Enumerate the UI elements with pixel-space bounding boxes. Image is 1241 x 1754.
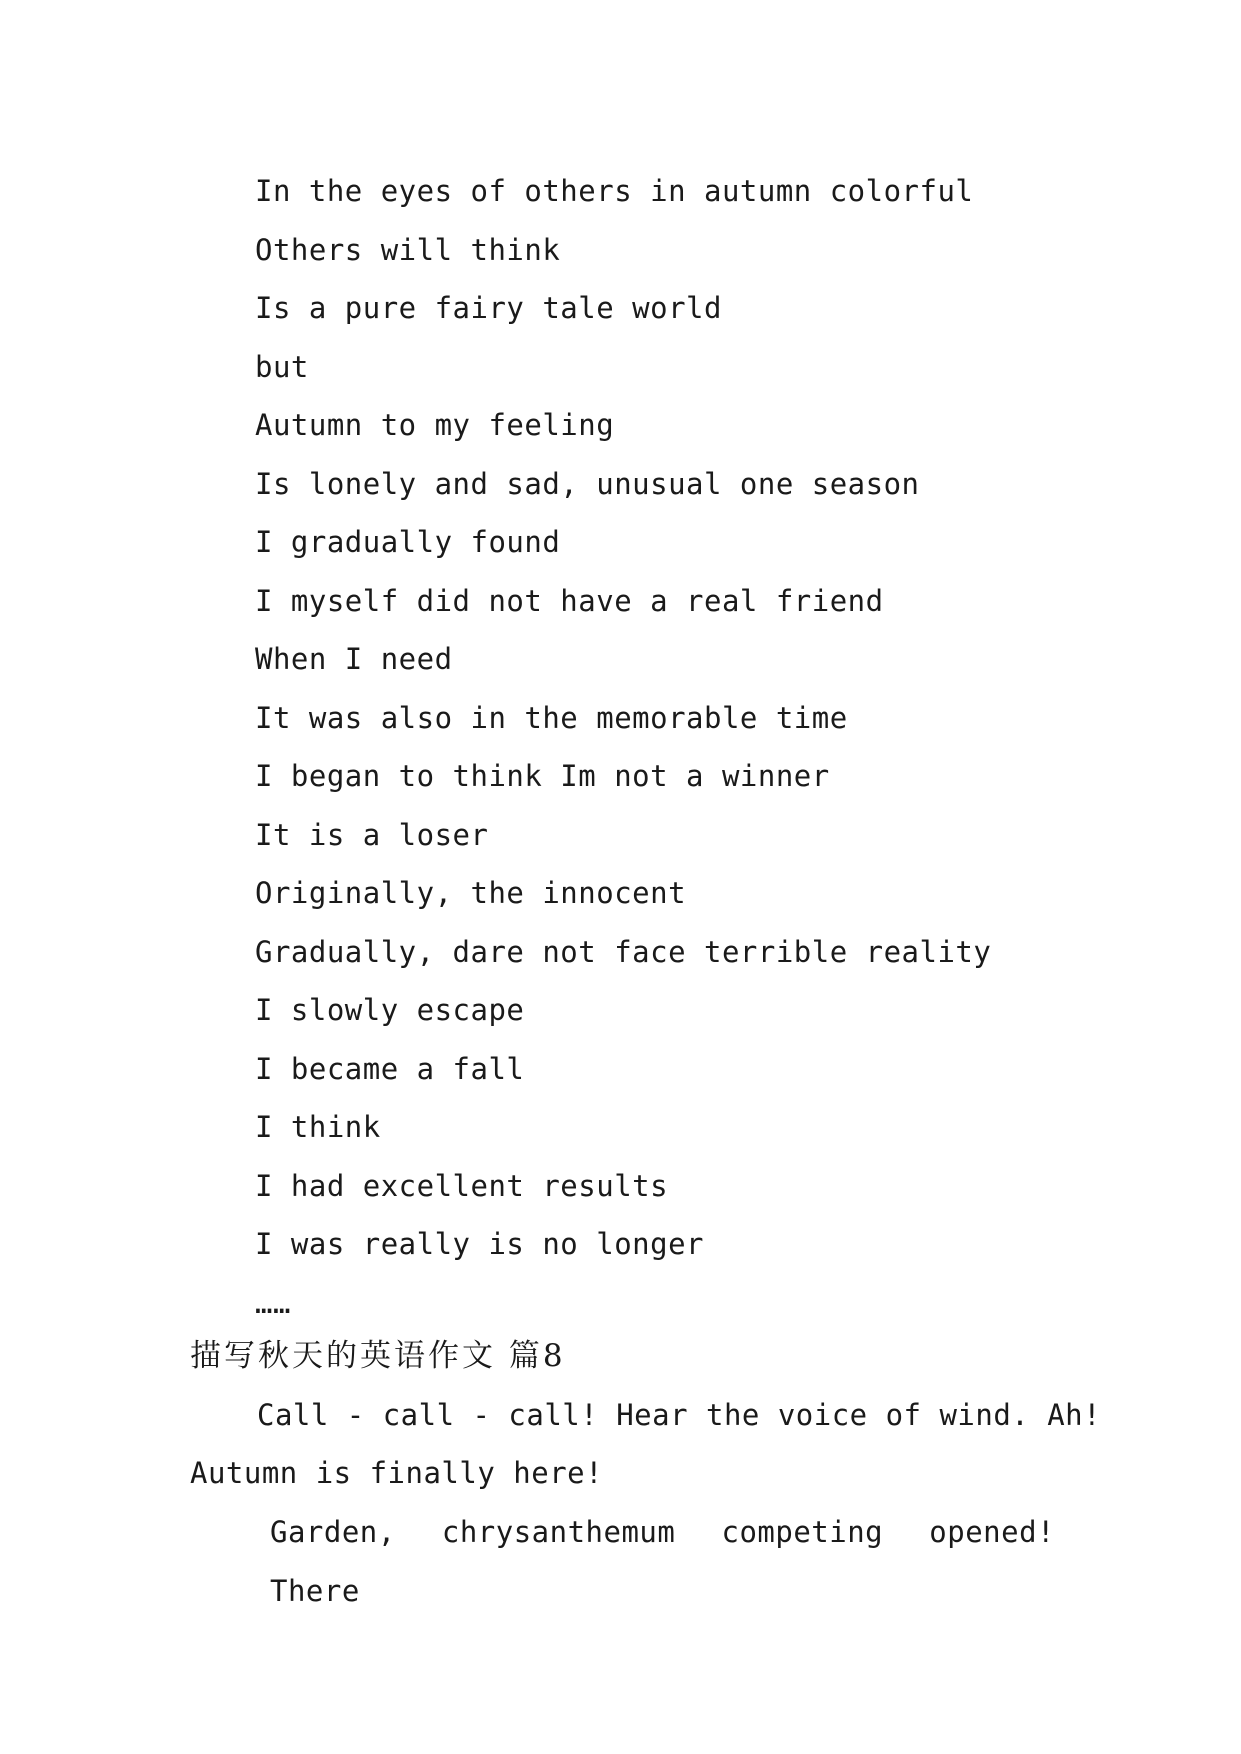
poem-line: but (255, 349, 309, 384)
poem-line: Is a pure fairy tale world (255, 291, 722, 325)
poem-ellipsis: …… (255, 1285, 291, 1320)
poem-line: I gradually found (255, 525, 561, 559)
poem-line: I slowly escape (255, 993, 525, 1027)
paragraph-2-line-1: Garden, chrysanthemum competing opened! There (270, 1515, 1055, 1608)
poem-line: Is lonely and sad, unusual one season (255, 466, 920, 501)
poem-line: It was also in the memorable time (255, 700, 848, 735)
paragraph-1-line-2: Autumn is finally here! (190, 1456, 604, 1490)
poem-line: Originally, the innocent (255, 876, 687, 910)
poem-line: I think (255, 1110, 381, 1144)
poem-line: When I need (255, 642, 453, 676)
poem-line: Gradually, dare not face terrible reality (255, 934, 992, 969)
poem-line: I became a fall (255, 1051, 525, 1086)
poem-line: I myself did not have a real friend (255, 583, 884, 618)
poem (255, 162, 1155, 1332)
poem-line: I had excellent results (255, 1168, 669, 1203)
paragraph-1-line-1: Call - call - call! Hear the voice of wind. Ah! (257, 1398, 1102, 1432)
poem-line: I was really is no longer (255, 1227, 704, 1261)
poem-line: Others will think (255, 232, 561, 267)
poem-line: In the eyes of others in autumn colorful (255, 174, 974, 208)
poem-line: I began to think Im not a winner (255, 759, 830, 793)
poem-line: It is a loser (255, 817, 489, 852)
section-heading: 描写秋天的英语作文 篇8 (190, 1338, 566, 1374)
poem-line: Autumn to my feeling (255, 408, 615, 442)
